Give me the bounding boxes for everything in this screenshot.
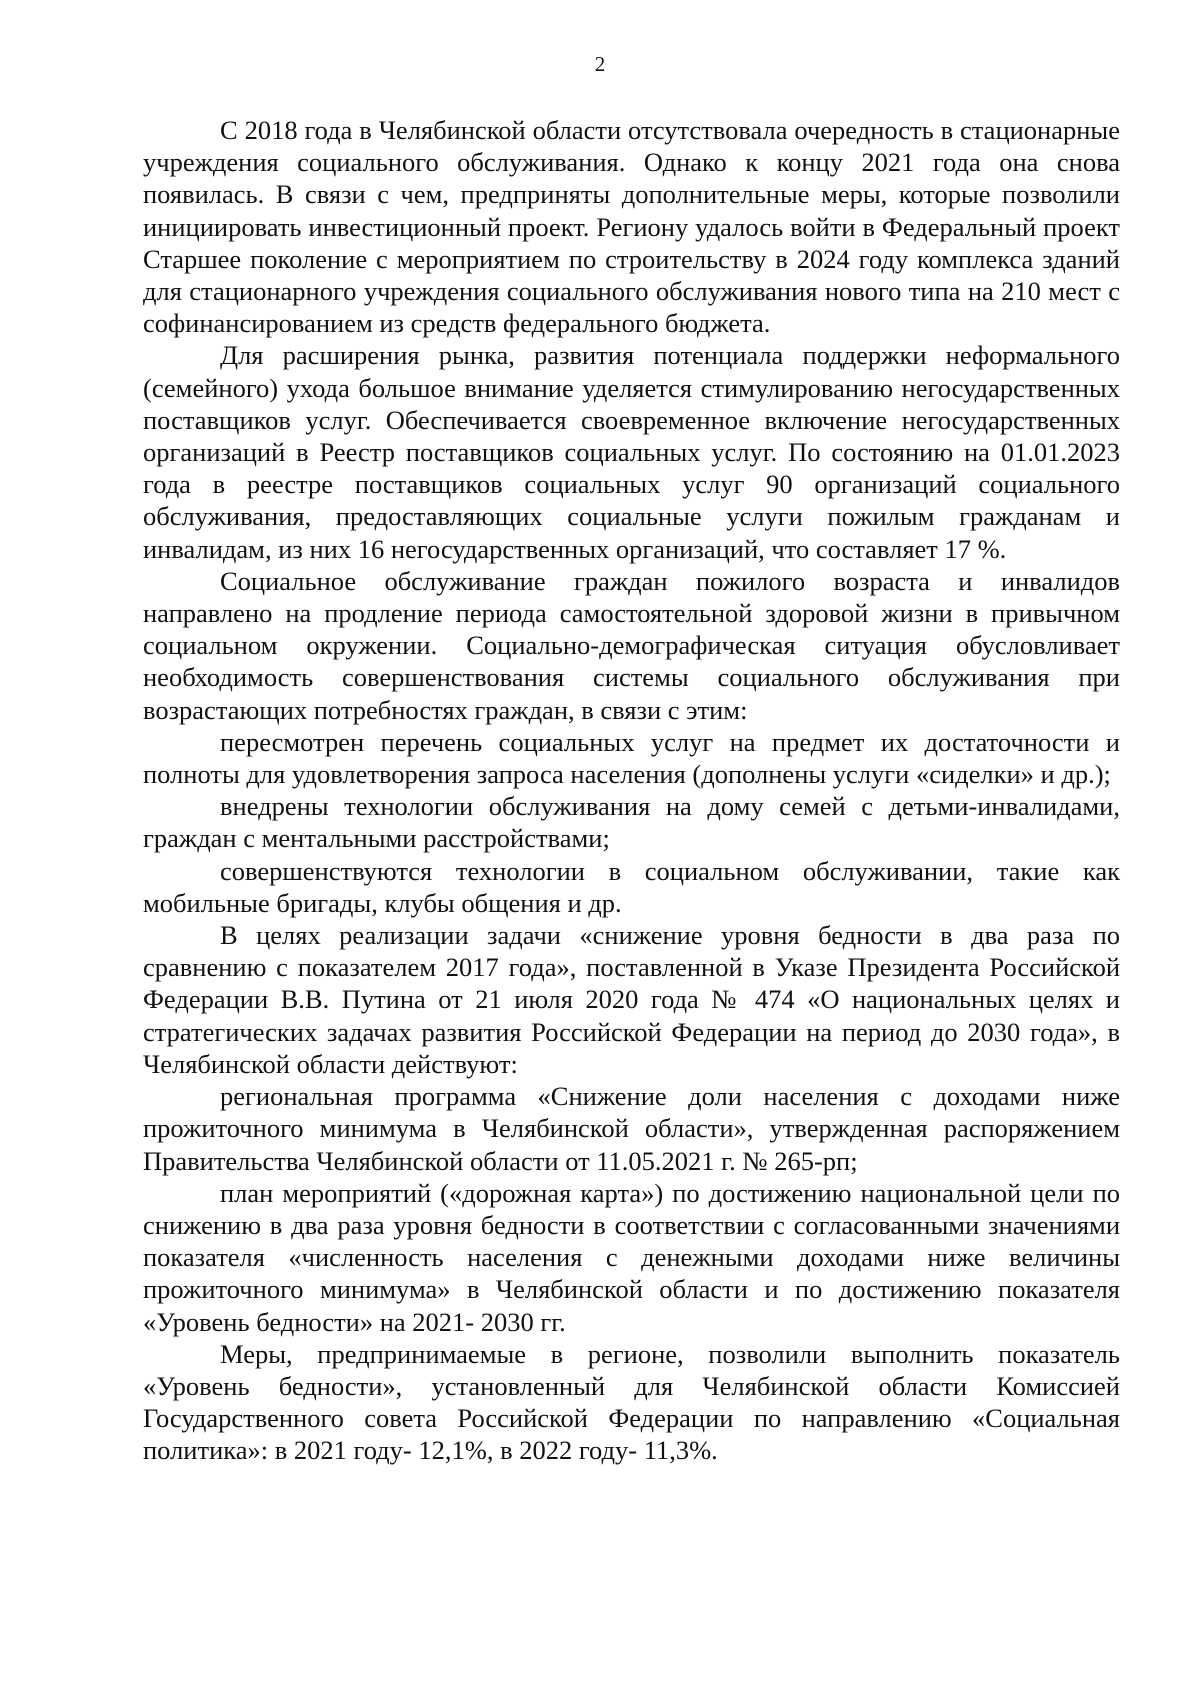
paragraph-roadmap: план мероприятий («дорожная карта») по достижению национальной цели по снижению в два раза уровня бедности в соответствии с согласованными значениями показателя «численность населения с денежными доходами ниже величины прожиточного минимума» в Челябинской области и по достижению показателя «Уровень бедности» на 2021- 2030 гг.: [143, 1177, 1120, 1337]
paragraph-queue-construction: С 2018 года в Челябинской области отсутствовала очередность в стационарные учреждения социального обслуживания. Однако к концу 2021 года она снова появилась. В связи с чем, предприняты дополнительные меры, которые позволили инициировать инвестиционный проект. Региону удалось войти в Федеральный проект Старшее поколение с мероприятием по строительству в 2024 году комплекса зданий для стационарного учреждения социального обслуживания нового типа на 210 мест с софинансированием из средств федерального бюджета.: [143, 115, 1120, 339]
paragraph-mobile-brigades: совершенствуются технологии в социальном обслуживании, такие как мобильные бригады, клубы общения и др.: [143, 855, 1120, 918]
paragraph-regional-program: региональная программа «Снижение доли населения с доходами ниже прожиточного минимума в Челябинской области», утвержденная распоряжением Правительства Челябинской области от 11.05.2021 г. № 265-рп;: [143, 1081, 1120, 1176]
paragraph-poverty-indicator-results: Меры, предпринимаемые в регионе, позволили выполнить показатель «Уровень бедности», установленный для Челябинской области Комиссией Государственного совета Российской Федерации по направлению «Социальная политика»: в 2021 году- 12,1%, в 2022 году- 11,3%.: [143, 1338, 1120, 1466]
paragraph-list-revised: пересмотрен перечень социальных услуг на предмет их достаточности и полноты для удовлетворения запроса населения (дополнены услуги «сиделки» и др.);: [143, 726, 1120, 790]
paragraph-home-care-technologies: внедрены технологии обслуживания на дому семей с детьми-инвалидами, граждан с ментальными расстройствами;: [143, 791, 1120, 854]
page-number: 2: [594, 52, 606, 76]
paragraph-nongovernmental-providers: Для расширения рынка, развития потенциала поддержки неформального (семейного) ухода большое внимание уделяется стимулированию негосударственных поставщиков услуг. Обеспечивается своевременное включение негосударственных организаций в Реестр поставщиков социальных услуг. По состоянию на 01.01.2023 года в реестре поставщиков социальных услуг 90 организаций социального обслуживания, предоставляющих социальные услуги пожилым гражданам и инвалидам, из них 16 негосударственных организаций, что составляет 17 %.: [143, 340, 1120, 564]
paragraph-poverty-reduction-goal: В целях реализации задачи «снижение уровня бедности в два раза по сравнению с показателем 2017 года», поставленной в Указе Президента Российской Федерации В.В. Путина от 21 июля 2020 года № 474 «О национальных целях и стратегических задачах развития Российской Федерации на период до 2030 года», в Челябинской области действуют:: [143, 920, 1120, 1079]
paragraph-social-services-elderly: Социальное обслуживание граждан пожилого возраста и инвалидов направлено на продление периода самостоятельной здоровой жизни в привычном социальном окружении. Социально-демографическая ситуация обусловливает необходимость совершенствования системы социального обслуживания при возрастающих потребностях граждан, в связи с этим:: [143, 565, 1120, 725]
document-body: [143, 114, 1120, 1467]
